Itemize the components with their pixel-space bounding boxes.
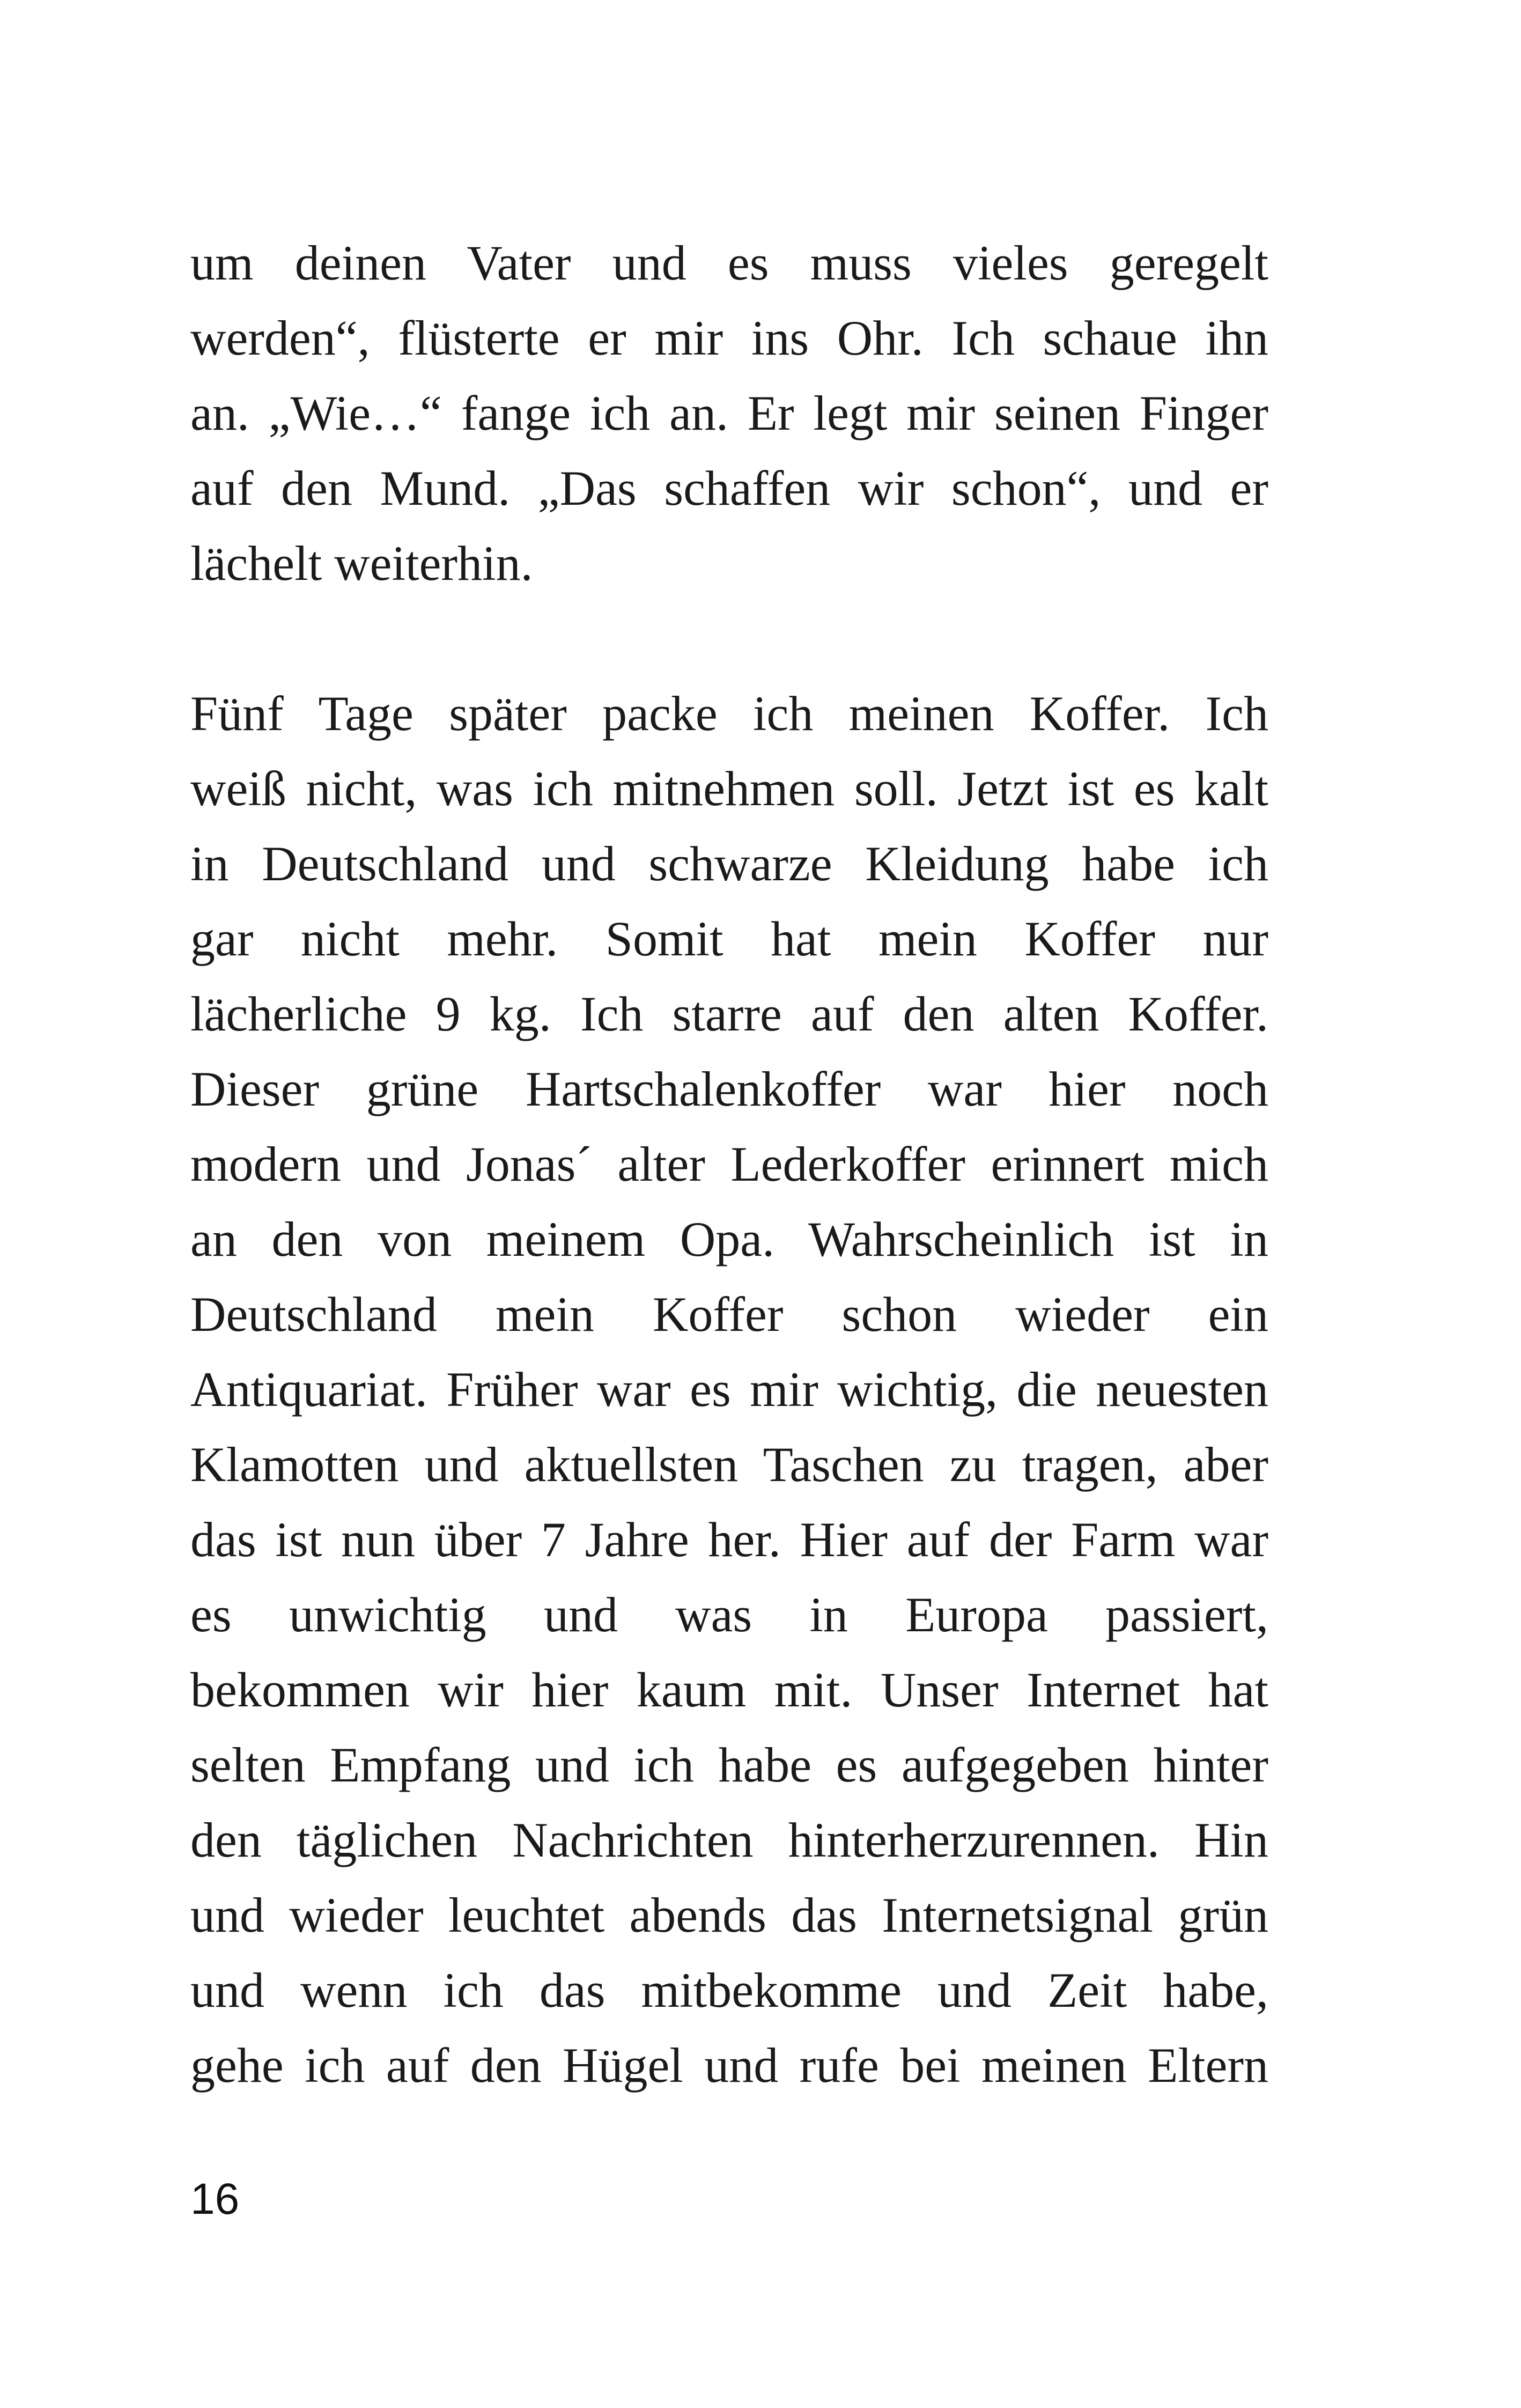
text-line: um deinen Vater und es muss vieles geregelt — [190, 235, 1268, 290]
text-line: Antiquariat. Früher war es mir wichtig, die neuesten — [190, 1362, 1268, 1417]
text-line: gehe ich auf den Hügel und rufe bei meinen Eltern — [190, 2038, 1268, 2093]
text-line: modern und Jonas´ alter Lederkoffer erinnert mich — [190, 1137, 1268, 1191]
text-line: Fünf Tage später packe ich meinen Koffer. Ich — [190, 686, 1268, 741]
text-line: auf den Mund. „Das schaffen wir schon“, und er — [190, 461, 1268, 516]
text-line: den täglichen Nachrichten hinterherzurennen. Hin — [190, 1813, 1268, 1867]
text-line: selten Empfang und ich habe es aufgegeben hinter — [190, 1737, 1268, 1792]
text-line: Deutschland mein Koffer schon wieder ein — [190, 1287, 1268, 1342]
text-line: es unwichtig und was in Europa passiert, — [190, 1587, 1268, 1642]
text-line: das ist nun über 7 Jahre her. Hier auf der Farm war — [190, 1512, 1268, 1567]
text-line: lächelt weiterhin. — [190, 536, 533, 591]
page-number: 16 — [190, 2175, 240, 2223]
text-line: an. „Wie…“ fange ich an. Er legt mir seinen Finger — [190, 386, 1268, 440]
paragraph-2 — [190, 676, 1268, 2103]
text-line: bekommen wir hier kaum mit. Unser Internet hat — [190, 1662, 1268, 1717]
text-line: an den von meinem Opa. Wahrscheinlich ist in — [190, 1212, 1268, 1266]
text-line: werden“, flüsterte er mir ins Ohr. Ich schaue ihn — [190, 311, 1268, 365]
text-line: und wieder leuchtet abends das Internetsignal grün — [190, 1888, 1268, 1942]
text-line: gar nicht mehr. Somit hat mein Koffer nur — [190, 911, 1268, 966]
text-line: lächerliche 9 kg. Ich starre auf den alten Koffer. — [190, 986, 1268, 1041]
text-line: in Deutschland und schwarze Kleidung habe ich — [190, 836, 1268, 891]
text-line: und wenn ich das mitbekomme und Zeit habe, — [190, 1963, 1268, 2017]
paragraph-1 — [190, 225, 1268, 601]
text-line: Dieser grüne Hartschalenkoffer war hier noch — [190, 1062, 1268, 1116]
text-line: weiß nicht, was ich mitnehmen soll. Jetzt ist es kalt — [190, 761, 1268, 816]
text-line: Klamotten und aktuellsten Taschen zu tragen, aber — [190, 1437, 1268, 1492]
